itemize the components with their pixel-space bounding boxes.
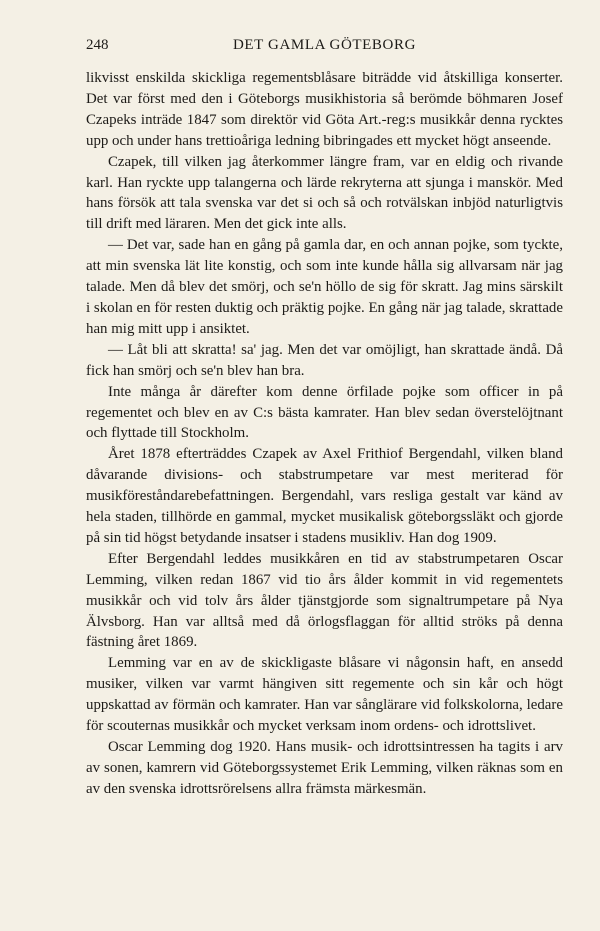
page-header	[86, 37, 563, 59]
paragraph-8: Lemming var en av de skickligaste blåsare vi någonsin haft, en ansedd musiker, vilken var varmt hängiven sitt regemente och sin kår och högt uppskattad av förmän och kamrater. Han var sånglärare vid folkskolorna, ledare för scouternas musikkår och mycket verksam inom ordens- och idrottslivet.	[86, 655, 563, 735]
paragraph-4: — Låt bli att skratta! sa' jag. Men det var omöjligt, han skrattade ändå. Då fick han smörj och se'n blev han bra.	[86, 341, 563, 379]
page-number: 248	[86, 37, 109, 53]
paragraph-9: Oscar Lemming dog 1920. Hans musik- och idrottsintressen ha tagits i arv av sonen, kamrern vid Göteborgssystemet Erik Lemming, vilken räknas som en av den svenska idrottsrörelsens allra främsta märkesmän.	[86, 739, 563, 797]
paragraph-3: — Det var, sade han en gång på gamla dar, en och annan pojke, som tyckte, att min svenska lät lite konstig, och som inte kunde hålla sig allvarsam när jag talade. Men då blev det smörj, och se'n höllo de sig för skratt. Jag mins särskilt i skolan en för resten duktig och präktig pojke. En gång när jag talade, skrattade han mig mitt upp i ansiktet.	[86, 237, 563, 337]
running-title: DET GAMLA GÖTEBORG	[232, 37, 417, 53]
paragraph-7: Efter Bergendahl leddes musikkåren en tid av stabstrumpetaren Oscar Lemming, vilken redan 1867 vid tio års ålder kommit in vid regementets musikkår och vid tolv års ålder tjänstgjorde som signaltrumpetare på Nya Älvsborg. Han var alltså med då örlogsflaggan för alltid ströks på denna fästning året 1869.	[86, 550, 563, 651]
paragraph-5: Inte många år därefter kom denne örfilade pojke som officer in på regementet och blev en av C:s bästa kamrater. Han blev sedan överstelöjtnant och flyttade till Stockholm.	[86, 383, 563, 442]
paragraph-6: Året 1878 efterträddes Czapek av Axel Frithiof Bergendahl, vilken bland dåvarande divisions- och stabstrumpetare var mest meriterad för musikföreståndarebefattningen. Bergendahl, vars resliga gestalt var känd av hela staden, tillhörde en gammal, mycket musikalisk göteborgssläkt och gjorde på sin tid högst betydande insatser i stadens musikliv. Han dog 1909.	[86, 446, 563, 546]
paragraph-2: Czapek, till vilken jag återkommer längre fram, var en eldig och rivande karl. Han ryckte upp talangerna och lärde rekryterna att sjunga i manskör. Med hans försök att tala svenska var det si och så och rotvälskan inbjöd naturligtvis till drift med läraren. Men det gick inte alls.	[86, 153, 563, 233]
paragraph-1: likvisst enskilda skickliga regementsblåsare biträdde vid åtskilliga konserter. Det var först med den i Göteborgs musikhistoria så berömde böhmaren Josef Czapeks inträde 1847 som direktör vid Göta Art.-reg:s musikkår denna rycktes upp och under hans trettioåriga ledning bibringades ett mycket högt anseende.	[86, 70, 563, 149]
body-text	[86, 68, 563, 800]
